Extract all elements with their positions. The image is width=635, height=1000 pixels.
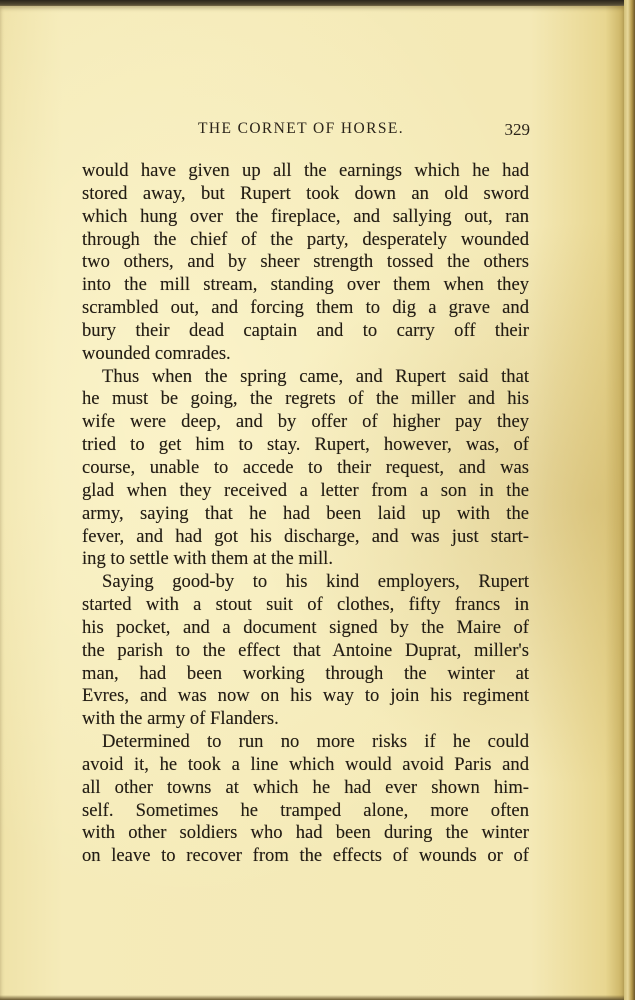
text-line: started with a stout suit of clothes, fifty francs in: [82, 594, 529, 616]
text-line: wounded comrades.: [82, 342, 231, 364]
text-line: wife were deep, and by offer of higher pay they: [82, 411, 529, 433]
text-line: tried to get him to stay. Rupert, however, was, of: [82, 434, 529, 456]
text-line: Saying good-by to his kind employers, Rupert: [102, 571, 529, 593]
text-line: man, had been working through the winter at: [82, 662, 529, 684]
text-line: with other soldiers who had been during the winter: [82, 822, 529, 844]
text-line: on leave to recover from the effects of wounds or of: [82, 845, 529, 867]
text-line: army, saying that he had been laid up with the: [82, 502, 529, 524]
book-page: [0, 6, 624, 1000]
text-line: fever, and had got his discharge, and was just start-: [82, 525, 529, 547]
text-line: Thus when the spring came, and Rupert said that: [102, 365, 529, 387]
book-spine-edge: [624, 0, 635, 1000]
page-bottom-edge: [0, 995, 624, 1000]
text-line: two others, and by sheer strength tossed the others: [82, 251, 529, 273]
text-line: with the army of Flanders.: [82, 708, 279, 730]
text-line: stored away, but Rupert took down an old sword: [82, 182, 529, 204]
body-text: [82, 160, 529, 868]
text-line: bury their dead captain and to carry off their: [82, 319, 529, 341]
text-line: ing to settle with them at the mill.: [82, 548, 333, 570]
text-line: would have given up all the earnings which he had: [82, 160, 529, 181]
text-line: the parish to the effect that Antoine Duprat, miller's: [82, 639, 529, 661]
page-number: 329: [504, 120, 530, 139]
text-line: into the mill stream, standing over them when they: [82, 274, 529, 296]
text-line: course, unable to accede to their request, and was: [82, 456, 529, 478]
text-line: self. Sometimes he tramped alone, more often: [82, 799, 529, 821]
running-title: THE CORNET OF HORSE.: [198, 120, 404, 137]
text-line: avoid it, he took a line which would avoid Paris and: [82, 753, 529, 775]
text-line: all other towns at which he had ever shown him-: [82, 776, 529, 798]
text-line: through the chief of the party, desperately wounded: [82, 228, 529, 250]
text-line: scrambled out, and forcing them to dig a grave and: [82, 297, 529, 319]
text-line: his pocket, and a document signed by the Maire of: [82, 616, 529, 638]
text-line: he must be going, the regrets of the miller and his: [82, 388, 529, 410]
running-head: [82, 120, 530, 144]
text-line: Evres, and was now on his way to join his regiment: [82, 685, 529, 707]
text-line: which hung over the fireplace, and sallying out, ran: [82, 205, 529, 227]
text-line: glad when they received a letter from a son in the: [82, 479, 529, 501]
text-line: Determined to run no more risks if he could: [102, 731, 529, 753]
